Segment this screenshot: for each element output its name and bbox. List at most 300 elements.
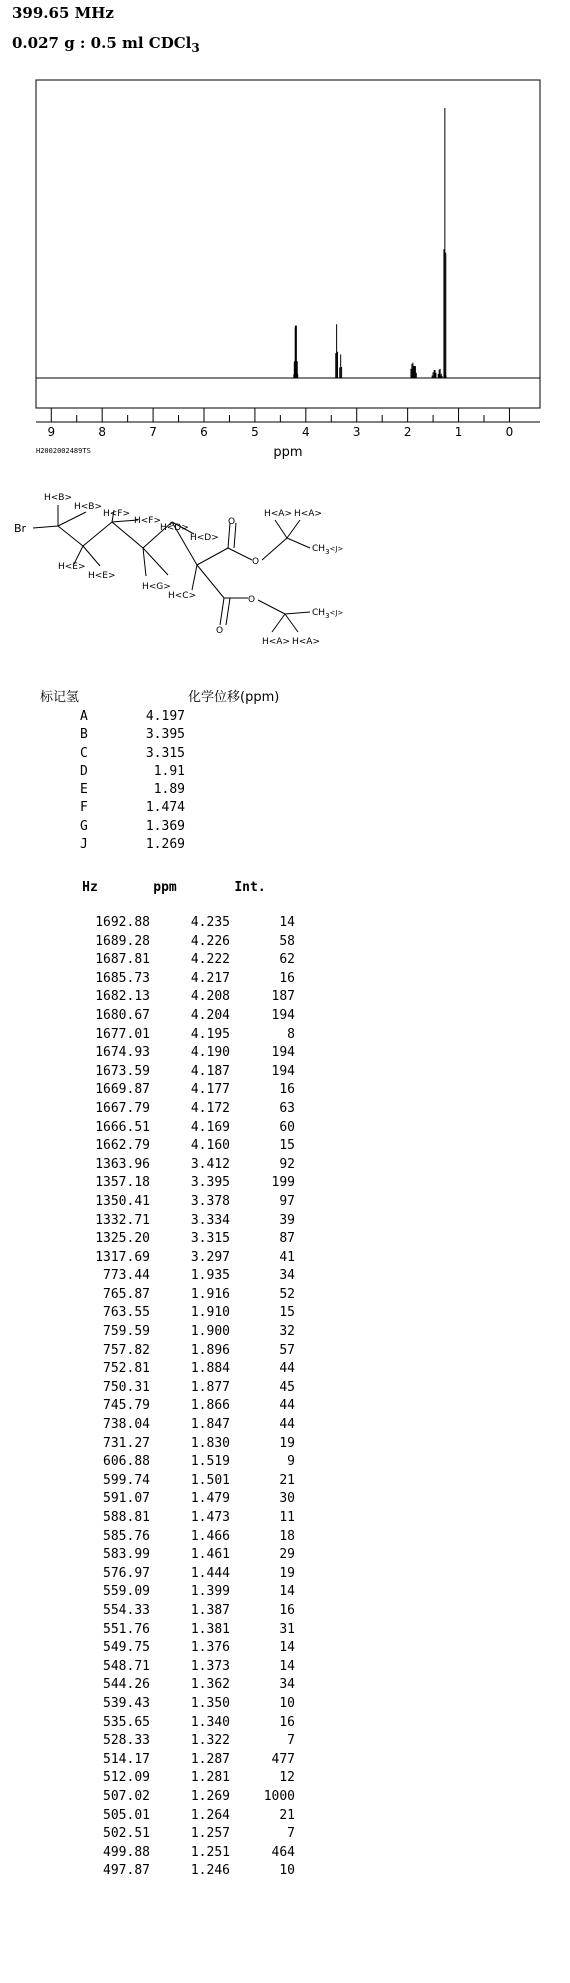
peak-row — [60, 1267, 295, 1286]
peak-row — [60, 1453, 295, 1472]
bond — [143, 548, 168, 575]
peak-intensity: 60 — [279, 1119, 295, 1135]
peak-row — [60, 1751, 295, 1770]
x-tick-label: 3 — [352, 425, 361, 439]
peak-intensity: 34 — [279, 1268, 295, 1284]
peak-ppm: 1.461 — [190, 1547, 230, 1563]
peak-intensity: 187 — [271, 989, 295, 1005]
bond — [228, 548, 252, 560]
peak-intensity: 194 — [271, 1007, 295, 1023]
x-tick-label: 1 — [454, 425, 463, 439]
peak-row — [60, 1862, 295, 1881]
methyl-tag: <J> — [329, 545, 344, 553]
peak-hz: 512.09 — [103, 1770, 150, 1786]
assignment-shift: 3.315 — [145, 745, 185, 761]
peak-ppm: 1.466 — [190, 1528, 230, 1544]
assignment-label: J — [80, 837, 88, 853]
assignment-label: F — [80, 800, 88, 816]
peak-intensity: 12 — [279, 1770, 295, 1786]
peak-hz: 535.65 — [103, 1714, 150, 1730]
peak-hz: 1685.73 — [95, 970, 150, 986]
peak-intensity: 52 — [279, 1286, 295, 1302]
peak-ppm: 1.866 — [190, 1398, 230, 1414]
peak-hz: 505.01 — [103, 1807, 150, 1823]
peak-ppm: 4.187 — [190, 1063, 230, 1079]
bond — [58, 526, 83, 546]
peak-row — [60, 1044, 295, 1063]
peak-ppm: 1.896 — [190, 1342, 230, 1358]
peak-hz: 502.51 — [103, 1826, 150, 1842]
peak-ppm: 3.395 — [190, 1175, 230, 1191]
peak-row — [60, 1825, 295, 1844]
atom-o: O — [248, 595, 256, 605]
peak-hz: 499.88 — [103, 1844, 150, 1860]
assignment-shift: 1.91 — [153, 763, 185, 779]
bond — [197, 565, 224, 598]
peak-row — [60, 1249, 295, 1268]
atom-ha: H<A> — [264, 509, 293, 519]
peak-intensity: 63 — [279, 1100, 295, 1116]
peak-intensity: 194 — [271, 1045, 295, 1061]
peak-intensity: 57 — [279, 1342, 295, 1358]
peak-intensity: 97 — [279, 1193, 295, 1209]
peak-intensity: 7 — [287, 1826, 295, 1842]
atom-o: O — [216, 626, 224, 636]
bond — [258, 600, 285, 614]
bond — [192, 565, 197, 590]
bond — [226, 598, 230, 625]
peak-row — [60, 1193, 295, 1212]
atom-hb: H<B> — [44, 493, 73, 503]
peak-intensity: 14 — [279, 1658, 295, 1674]
methyl-label: CH — [312, 544, 326, 554]
assignment-row — [40, 745, 279, 763]
peak-hz: 528.33 — [103, 1733, 150, 1749]
atom-hg: H<G> — [142, 582, 171, 592]
nmr-spectrum-chart — [0, 0, 570, 680]
assignment-row — [40, 726, 279, 744]
peak-intensity: 34 — [279, 1677, 295, 1693]
methyl-tag: <J> — [329, 609, 344, 617]
x-tick-label: 4 — [301, 425, 310, 439]
peak-row — [60, 1286, 295, 1305]
peak-list-table — [60, 880, 295, 1881]
peak-intensity: 44 — [279, 1417, 295, 1433]
peak-ppm: 3.378 — [190, 1193, 230, 1209]
peak-hz: 1350.41 — [95, 1193, 150, 1209]
peak-intensity: 16 — [279, 1602, 295, 1618]
peak-row — [60, 1174, 295, 1193]
peak-hz: 551.76 — [103, 1621, 150, 1637]
hz-column-header: Hz — [82, 880, 98, 895]
peak-ppm: 1.362 — [190, 1677, 230, 1693]
peak-ppm: 3.334 — [190, 1212, 230, 1228]
peak-row — [60, 933, 295, 952]
methyl-group — [312, 544, 343, 556]
peak-ppm: 1.264 — [190, 1807, 230, 1823]
peak-ppm: 1.900 — [190, 1324, 230, 1340]
peak-row — [60, 988, 295, 1007]
peak-intensity: 41 — [279, 1249, 295, 1265]
shift-assignment-table — [40, 686, 279, 854]
peak-ppm: 1.257 — [190, 1826, 230, 1842]
peak-ppm: 3.297 — [190, 1249, 230, 1265]
peak-ppm: 4.195 — [190, 1026, 230, 1042]
peak-ppm: 1.479 — [190, 1491, 230, 1507]
peak-intensity: 1000 — [263, 1788, 295, 1804]
peak-hz: 507.02 — [103, 1788, 150, 1804]
label-column-header: 标记氢 — [40, 690, 80, 705]
peak-intensity: 44 — [279, 1398, 295, 1414]
peak-layer — [294, 108, 446, 378]
peak-row — [60, 1156, 295, 1175]
peak-ppm: 3.412 — [190, 1156, 230, 1172]
x-tick-label: 0 — [505, 425, 514, 439]
peak-hz: 559.09 — [103, 1584, 150, 1600]
peak-hz: 1662.79 — [95, 1138, 150, 1154]
peak-row — [60, 1732, 295, 1751]
peak-row — [60, 1119, 295, 1138]
peak-intensity: 16 — [279, 1082, 295, 1098]
assignment-label: D — [80, 763, 88, 779]
peak-hz: 599.74 — [103, 1472, 150, 1488]
peak-hz: 548.71 — [103, 1658, 150, 1674]
peak-hz: 497.87 — [103, 1863, 150, 1879]
assignment-row — [40, 781, 279, 799]
assignment-label: C — [80, 745, 88, 761]
peak-hz: 763.55 — [103, 1305, 150, 1321]
peak-hz: 757.82 — [103, 1342, 150, 1358]
peak-hz: 583.99 — [103, 1547, 150, 1563]
atom-hf: H<F> — [103, 509, 131, 519]
peak-intensity: 18 — [279, 1528, 295, 1544]
peak-row — [60, 1788, 295, 1807]
peak-ppm: 4.172 — [190, 1100, 230, 1116]
peak-ppm: 4.169 — [190, 1119, 230, 1135]
peak-ppm: 4.217 — [190, 970, 230, 986]
atom-o: O — [252, 557, 260, 567]
peak-intensity: 15 — [279, 1305, 295, 1321]
peak-hz: 539.43 — [103, 1695, 150, 1711]
peak-row — [60, 1416, 295, 1435]
peak-intensity: 19 — [279, 1565, 295, 1581]
peak-ppm: 1.473 — [190, 1510, 230, 1525]
assignment-label: G — [80, 818, 88, 834]
assignment-shift: 4.197 — [145, 709, 185, 724]
peak-ppm: 1.287 — [190, 1751, 230, 1767]
peak-row — [60, 1509, 295, 1528]
peak-intensity: 44 — [279, 1361, 295, 1377]
peak-row — [60, 1137, 295, 1156]
peak-hz: 1692.88 — [95, 915, 150, 930]
peak-hz: 731.27 — [103, 1435, 150, 1451]
peak-row — [60, 1602, 295, 1621]
assignment-label: E — [80, 782, 88, 798]
peak-intensity: 10 — [279, 1863, 295, 1879]
assignment-row — [40, 799, 279, 817]
peak-ppm: 1.916 — [190, 1286, 230, 1302]
peak-ppm: 1.877 — [190, 1379, 230, 1395]
peak-intensity: 32 — [279, 1324, 295, 1340]
peak-ppm: 1.373 — [190, 1658, 230, 1674]
bond — [58, 512, 86, 526]
peak-row — [60, 1490, 295, 1509]
atom-hf: H<F> — [134, 516, 162, 526]
peak-hz: 765.87 — [103, 1286, 150, 1302]
peak-ppm: 1.399 — [190, 1584, 230, 1600]
peak-intensity: 11 — [279, 1510, 295, 1525]
peak-hz: 1687.81 — [95, 952, 150, 968]
bond — [287, 538, 310, 548]
peak-intensity: 45 — [279, 1379, 295, 1395]
peak-intensity: 19 — [279, 1435, 295, 1451]
peak-row — [60, 1621, 295, 1640]
assignment-shift: 1.269 — [145, 837, 185, 853]
atom-ha: H<A> — [294, 509, 323, 519]
peak-row — [60, 1676, 295, 1695]
peak-ppm: 3.315 — [190, 1231, 230, 1247]
peak-ppm: 1.387 — [190, 1602, 230, 1618]
peak-intensity: 10 — [279, 1695, 295, 1711]
bond — [220, 598, 224, 625]
peak-ppm: 4.222 — [190, 952, 230, 968]
peak-intensity: 199 — [271, 1175, 295, 1191]
peak-hz: 1680.67 — [95, 1007, 150, 1023]
sample-info-main: 0.027 g : 0.5 ml CDCl — [12, 34, 192, 52]
peak-ppm: 4.235 — [190, 915, 230, 930]
peak-row — [60, 1695, 295, 1714]
peak-hz: 738.04 — [103, 1417, 150, 1433]
peak-intensity: 16 — [279, 970, 295, 986]
atom-ha: H<A> — [262, 637, 291, 647]
peak-hz: 514.17 — [103, 1751, 150, 1767]
peak-row — [60, 1007, 295, 1026]
peak-ppm: 1.444 — [190, 1565, 230, 1581]
peak-ppm: 1.884 — [190, 1361, 230, 1377]
peak-intensity: 39 — [279, 1212, 295, 1228]
peak-hz: 1317.69 — [95, 1249, 150, 1265]
peak-hz: 1325.20 — [95, 1231, 150, 1247]
peak-ppm: 1.501 — [190, 1472, 230, 1488]
peak-hz: 1363.96 — [95, 1156, 150, 1172]
ppm-column-header: ppm — [153, 880, 177, 895]
assignment-shift: 1.89 — [153, 782, 185, 798]
peak-row — [60, 914, 295, 933]
peak-row — [60, 1546, 295, 1565]
x-tick-label: 8 — [98, 425, 107, 439]
assignment-header — [40, 686, 279, 708]
peak-ppm: 4.190 — [190, 1045, 230, 1061]
bond — [285, 614, 298, 632]
peak-row — [60, 1397, 295, 1416]
peak-hz: 1689.28 — [95, 933, 150, 949]
atom-br: Br — [14, 522, 27, 535]
methyl-label: CH — [312, 608, 326, 618]
bond — [287, 520, 300, 538]
peak-intensity: 21 — [279, 1472, 295, 1488]
peak-hz: 585.76 — [103, 1528, 150, 1544]
peak-ppm: 4.160 — [190, 1138, 230, 1154]
peak-row — [60, 1379, 295, 1398]
peak-hz: 1666.51 — [95, 1119, 150, 1135]
bond — [272, 614, 285, 632]
peak-ppm: 1.281 — [190, 1770, 230, 1786]
peak-ppm: 4.226 — [190, 933, 230, 949]
methyl-group — [312, 608, 343, 620]
peak-hz: 591.07 — [103, 1491, 150, 1507]
peak-intensity: 58 — [279, 933, 295, 949]
peak-ppm: 1.251 — [190, 1844, 230, 1860]
peak-hz: 1669.87 — [95, 1082, 150, 1098]
peak-row — [60, 1360, 295, 1379]
spectrometer-frequency: 399.65 MHz — [12, 4, 114, 22]
peak-row — [60, 1565, 295, 1584]
peak-row — [60, 1583, 295, 1602]
peak-ppm: 1.246 — [190, 1863, 230, 1879]
peak-hz: 1673.59 — [95, 1063, 150, 1079]
bond — [33, 526, 58, 528]
peak-hz: 750.31 — [103, 1379, 150, 1395]
x-tick-label: 6 — [200, 425, 208, 439]
peak-ppm: 1.519 — [190, 1454, 230, 1470]
peak-row — [60, 970, 295, 989]
plot-frame — [36, 80, 540, 408]
atom-he: H<E> — [88, 571, 116, 581]
peak-hz: 606.88 — [103, 1454, 150, 1470]
peak-intensity: 7 — [287, 1733, 295, 1749]
peak-row — [60, 1212, 295, 1231]
peak-ppm: 1.350 — [190, 1695, 230, 1711]
peak-ppm: 1.847 — [190, 1417, 230, 1433]
x-tick-label: 5 — [251, 425, 259, 439]
int-column-header: Int. — [234, 880, 266, 895]
peak-row — [60, 1807, 295, 1826]
molecule-labels — [14, 493, 343, 647]
peak-hz: 773.44 — [103, 1268, 150, 1284]
peak-hz: 1682.13 — [95, 989, 150, 1005]
atom-hc: H<C> — [168, 591, 197, 601]
peak-row — [60, 1323, 295, 1342]
shift-column-header: 化学位移(ppm) — [188, 690, 280, 705]
peak-ppm: 1.376 — [190, 1640, 230, 1656]
methyl-subscript: 3 — [325, 548, 330, 556]
atom-o: O — [228, 517, 236, 527]
x-tick-label: 9 — [47, 425, 56, 439]
peak-intensity: 29 — [279, 1547, 295, 1563]
peak-list-header — [60, 880, 295, 914]
peak-ppm: 1.340 — [190, 1714, 230, 1730]
atom-ha: H<A> — [292, 637, 321, 647]
assignment-shift: 3.395 — [145, 727, 185, 743]
peak-row — [60, 1026, 295, 1045]
assignment-label: A — [80, 709, 88, 724]
peak-row — [60, 1528, 295, 1547]
peak-row — [60, 1714, 295, 1733]
peak-ppm: 1.935 — [190, 1268, 230, 1284]
peak-intensity: 87 — [279, 1231, 295, 1247]
methyl-subscript: 3 — [325, 612, 330, 620]
peak-intensity: 21 — [279, 1807, 295, 1823]
peak-hz: 1667.79 — [95, 1100, 150, 1116]
x-tick-label: 7 — [149, 425, 157, 439]
peak-row — [60, 1658, 295, 1677]
atom-hd: H<D> — [190, 533, 219, 543]
atom-he: H<E> — [58, 562, 86, 572]
peak-hz: 752.81 — [103, 1361, 150, 1377]
peak-ppm: 1.322 — [190, 1733, 230, 1749]
assignment-label: B — [80, 727, 88, 743]
peak-hz: 1332.71 — [95, 1212, 150, 1228]
peak-row — [60, 1304, 295, 1323]
x-axis-label: ppm — [273, 445, 303, 460]
peak-row — [60, 1844, 295, 1863]
bond — [143, 548, 146, 576]
peak-intensity: 194 — [271, 1063, 295, 1079]
assignment-shift: 1.369 — [145, 818, 185, 834]
bond — [83, 546, 100, 566]
peak-intensity: 477 — [271, 1751, 295, 1767]
peak-intensity: 8 — [287, 1026, 295, 1042]
bond — [197, 548, 228, 565]
peak-hz: 759.59 — [103, 1324, 150, 1340]
peak-row — [60, 951, 295, 970]
peak-hz: 588.81 — [103, 1510, 150, 1525]
peak-row — [60, 1100, 295, 1119]
peak-row — [60, 1639, 295, 1658]
peak-row — [60, 1769, 295, 1788]
peak-rows — [60, 914, 295, 1881]
peak-intensity: 31 — [279, 1621, 295, 1637]
peak-intensity: 30 — [279, 1491, 295, 1507]
assignment-row — [40, 708, 279, 726]
peak-hz: 1677.01 — [95, 1026, 150, 1042]
assignment-row — [40, 818, 279, 836]
peak-ppm: 4.208 — [190, 989, 230, 1005]
peak-intensity: 15 — [279, 1138, 295, 1154]
peak-hz: 549.75 — [103, 1640, 150, 1656]
bond — [275, 520, 287, 538]
peak-intensity: 9 — [287, 1454, 295, 1470]
peak-hz: 544.26 — [103, 1677, 150, 1693]
peak-ppm: 4.204 — [190, 1007, 230, 1023]
peak-intensity: 14 — [279, 1640, 295, 1656]
peak-ppm: 1.830 — [190, 1435, 230, 1451]
peak-intensity: 92 — [279, 1156, 295, 1172]
atom-hb: H<B> — [74, 502, 103, 512]
bond — [262, 538, 287, 560]
peak-hz: 1674.93 — [95, 1045, 150, 1061]
peak-intensity: 14 — [279, 915, 295, 930]
peak-intensity: 464 — [271, 1844, 295, 1860]
bond — [83, 522, 112, 546]
peak-row — [60, 1342, 295, 1361]
peak-intensity: 16 — [279, 1714, 295, 1730]
peak-hz: 1357.18 — [95, 1175, 150, 1191]
peak-row — [60, 1435, 295, 1454]
assignment-row — [40, 763, 279, 781]
bond — [285, 612, 310, 614]
peak-row — [60, 1472, 295, 1491]
peak-intensity: 14 — [279, 1584, 295, 1600]
peak-ppm: 1.910 — [190, 1305, 230, 1321]
peak-row — [60, 1063, 295, 1082]
x-tick-label: 2 — [403, 425, 412, 439]
peak-row — [60, 1081, 295, 1100]
assignment-shift: 1.474 — [145, 800, 185, 816]
peak-hz: 554.33 — [103, 1602, 150, 1618]
peak-hz: 745.79 — [103, 1398, 150, 1414]
peak-ppm: 1.381 — [190, 1621, 230, 1637]
